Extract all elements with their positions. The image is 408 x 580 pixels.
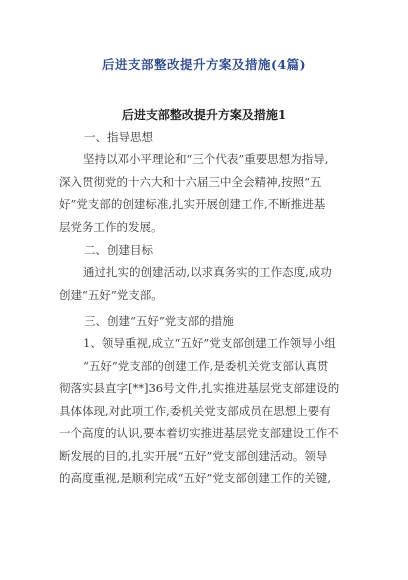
paragraph-line: 具体体现,对此项工作,委机关党支部成员在思想上要有 — [59, 403, 331, 418]
paragraph-line: 1、领导重视,成立“五好”党支部创建工作领导小组 — [83, 336, 336, 350]
paragraph-line: 好”党支部的创建标准,扎实开展创建工作,不断推进基 — [59, 197, 326, 211]
paragraph-line: 深入贯彻党的十六大和十六届三中全会精神,按照“五 — [59, 174, 322, 189]
paragraph-guiding-ideology — [59, 148, 377, 238]
heading-measures: 三、创建“五好”党支部的措施 — [84, 314, 234, 328]
paragraph-line: 的高度重视,是顺利完成“五好”党支部创建工作的关键, — [59, 471, 332, 485]
paragraph-line: “五好”党支部的创建工作,是委机关党支部认真贯 — [83, 358, 329, 373]
paragraph-goal — [59, 261, 377, 306]
paragraph-line: 层党务工作的发展。 — [59, 219, 163, 234]
paragraph-line: 创建“五好”党支部。 — [59, 287, 163, 302]
paragraph-line: 通过扎实的创建活动,以求真务实的工作态度,成功 — [83, 265, 332, 279]
document-title: 后进支部整改提升方案及措施(4篇) — [101, 57, 307, 72]
heading-guiding-ideology: 一、指导思想 — [84, 130, 153, 144]
heading-goal: 二、创建目标 — [84, 243, 153, 257]
paragraph-line: 彻落实县直字[**]36号文件,扎实推进基层党支部建设的 — [59, 381, 340, 395]
paragraph-line: 坚持以邓小平理论和“三个代表”重要思想为指导, — [83, 152, 329, 166]
paragraph-line: 一个高度的认识,要本着切实推进基层党支部建设工作不 — [59, 426, 339, 440]
section-title: 后进支部整改提升方案及措施1 — [121, 108, 287, 122]
paragraph-measures — [59, 332, 377, 490]
paragraph-line: 断发展的目的,扎实开展“五好”党支部创建活动。领导 — [59, 448, 328, 463]
